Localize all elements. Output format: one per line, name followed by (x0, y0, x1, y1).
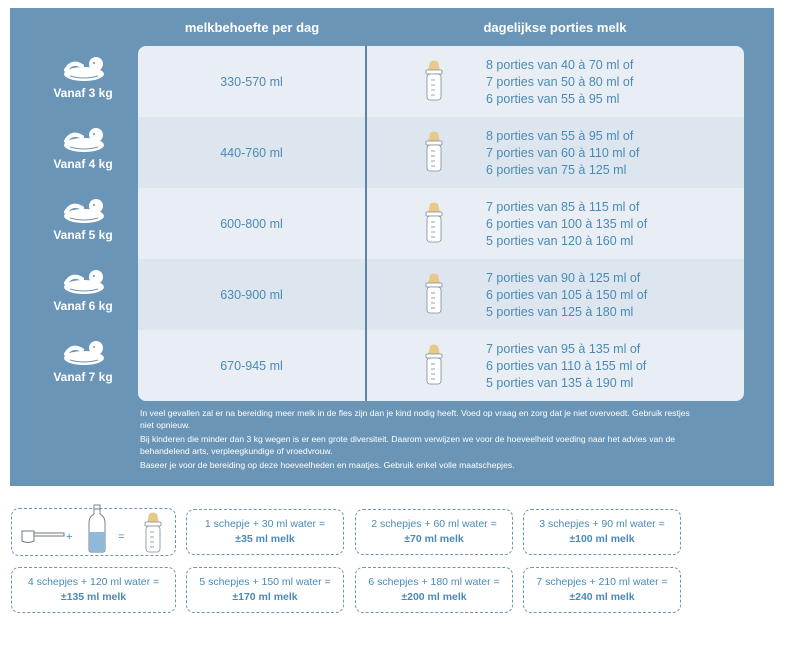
portion-option: 7 porties van 95 à 135 ml of (486, 342, 641, 356)
baby-icon (58, 338, 110, 368)
weight-label: Vanaf 7 kg (53, 370, 113, 384)
footnote: Bij kinderen die minder dan 3 kg wegen is er een grote diversiteit. Daarom verwijzen we voor de hoeveelheid voeding naar het advies van de behandelend arts, verpleegkundige of vroedvrouw. (140, 434, 676, 456)
recipe-card (355, 567, 513, 613)
weight-label: Vanaf 5 kg (53, 228, 113, 242)
portion-option: 7 porties van 85 à 115 ml of (486, 200, 640, 214)
baby-bottle-icon (423, 273, 445, 315)
recipe-card (523, 567, 681, 613)
recipe-mix: 2 schepjes + 60 ml water = (371, 518, 497, 530)
footnotes (140, 408, 700, 475)
weight-label: Vanaf 3 kg (53, 86, 113, 100)
preparation-legend (11, 508, 176, 556)
baby-bottle-icon (423, 131, 445, 173)
recipe-mix: 1 schepje + 30 ml water = (204, 518, 326, 530)
daily-milk-need: 330-570 ml (220, 74, 283, 89)
baby-bottle-icon (423, 344, 445, 386)
measuring-scoop-icon (20, 527, 66, 545)
recipe-result: ±70 ml melk (404, 533, 464, 545)
weight-row-1 (28, 46, 138, 117)
daily-milk-need: 440-760 ml (220, 145, 283, 160)
weight-row-5 (28, 330, 138, 401)
recipe-mix: 6 schepjes + 180 ml water = (368, 576, 500, 588)
portion-options (486, 199, 736, 250)
footnote: In veel gevallen zal er na bereiding meer melk in de fles zijn dan je kind nodig heeft. Voed op vraag en zorg dat je niet overvoedt. Gebruik restjes niet opnieuw. (140, 408, 690, 430)
portion-option: 6 porties van 105 à 150 ml of (486, 288, 648, 302)
plus-sign: + (66, 531, 73, 543)
baby-bottle-icon (423, 202, 445, 244)
recipe-card (186, 567, 344, 613)
portion-option: 6 porties van 55 à 95 ml (486, 92, 620, 106)
baby-icon (58, 196, 110, 226)
table-row (138, 117, 744, 188)
table-row (138, 188, 744, 259)
recipe-result: ±100 ml melk (569, 533, 635, 545)
portion-options (486, 341, 736, 392)
recipe-card (186, 509, 344, 555)
daily-milk-need: 670-945 ml (220, 358, 283, 373)
portion-options (486, 128, 736, 179)
recipe-result: ±240 ml melk (569, 591, 635, 603)
column-header-portions: dagelijkse porties melk (483, 20, 627, 35)
feeding-table (138, 46, 744, 401)
daily-milk-need: 630-900 ml (220, 287, 283, 302)
daily-milk-need: 600-800 ml (220, 216, 283, 231)
recipe-result: ±170 ml melk (232, 591, 298, 603)
weight-row-4 (28, 259, 138, 330)
portion-option: 8 porties van 55 à 95 ml of (486, 129, 634, 143)
portion-option: 5 porties van 120 à 160 ml (486, 234, 634, 248)
recipe-mix: 4 schepjes + 120 ml water = (27, 576, 160, 588)
equals-sign: = (118, 531, 125, 543)
baby-bottle-icon (142, 512, 164, 554)
column-divider (365, 46, 367, 401)
weight-label: Vanaf 6 kg (53, 299, 113, 313)
recipe-card (11, 567, 176, 613)
weight-label: Vanaf 4 kg (53, 157, 113, 171)
portion-option: 5 porties van 135 à 190 ml (486, 376, 634, 390)
portion-option: 7 porties van 90 à 125 ml of (486, 271, 641, 285)
baby-icon (58, 54, 110, 84)
portion-option: 8 porties van 40 à 70 ml of (486, 58, 634, 72)
baby-icon (58, 267, 110, 297)
recipe-mix: 5 schepjes + 150 ml water = (199, 576, 331, 588)
portion-option: 7 porties van 50 à 80 ml of (486, 75, 634, 89)
weight-row-2 (28, 117, 138, 188)
recipe-result: ±200 ml melk (401, 591, 467, 603)
portion-option: 7 porties van 60 à 110 ml of (486, 146, 640, 160)
portion-option: 6 porties van 100 à 135 ml of (486, 217, 648, 231)
baby-icon (58, 125, 110, 155)
portion-options (486, 57, 736, 108)
table-row (138, 259, 744, 330)
portion-option: 6 porties van 110 à 155 ml of (486, 359, 647, 373)
recipe-mix: 3 schepjes + 90 ml water = (539, 518, 665, 530)
recipe-mix: 7 schepjes + 210 ml water = (536, 576, 668, 588)
footnote: Baseer je voor de bereiding op deze hoeveelheden en maatjes. Gebruik enkel volle maatschepjes. (140, 460, 515, 470)
portion-options (486, 270, 736, 321)
weight-row-3 (28, 188, 138, 259)
table-row (138, 330, 744, 401)
feeding-table-panel (10, 8, 774, 486)
recipe-card (355, 509, 513, 555)
recipe-result: ±35 ml melk (235, 533, 295, 545)
recipe-result: ±135 ml melk (60, 591, 127, 603)
baby-bottle-icon (423, 60, 445, 102)
table-row (138, 46, 744, 117)
column-header-need: melkbehoefte per dag (184, 20, 320, 35)
recipe-card (523, 509, 681, 555)
water-bottle-icon (86, 504, 108, 554)
portion-option: 6 porties van 75 à 125 ml (486, 163, 627, 177)
portion-option: 5 porties van 125 à 180 ml (486, 305, 634, 319)
